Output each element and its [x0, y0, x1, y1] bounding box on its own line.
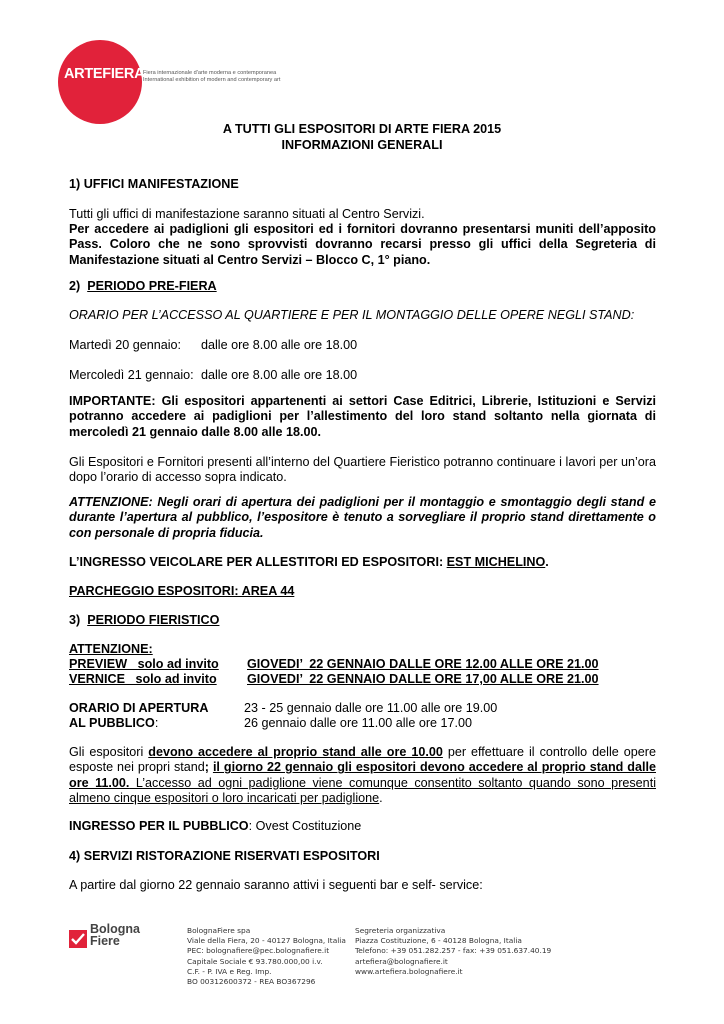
- section-2-heading: 2) PERIODO PRE-FIERA: [69, 279, 217, 293]
- section-3-title: PERIODO FIERISTICO: [87, 613, 220, 627]
- section-1-pass-text: Per accedere ai padiglioni gli espositori ed i fornitori dovranno presentarsi muniti dell’apposito Pass. Coloro che ne sono sprovvisti dovranno recarsi presso gli uffici della Segreteria di Manifestazione situati al Centro Servizi – Blocco C, 1° piano.: [69, 222, 656, 267]
- tagline-it: Fiera internazionale d'arte moderna e contemporanea: [143, 70, 277, 76]
- logo-text: ARTEFIERA: [64, 66, 145, 82]
- exhibitor-parking: PARCHEGGIO ESPOSITORI: AREA 44: [69, 584, 295, 598]
- vernice-label: VERNICE solo ad invito: [69, 672, 217, 686]
- vehicle-entrance-value: EST MICHELINO: [446, 555, 546, 569]
- section-3-heading: 3) PERIODO FIERISTICO: [69, 613, 220, 627]
- pre-fair-hours-heading: ORARIO PER L’ACCESSO AL QUARTIERE E PER IL MONTAGGIO DELLE OPERE NEGLI STAND:: [69, 308, 635, 322]
- page-subtitle: INFORMAZIONI GENERALI: [281, 138, 443, 152]
- section-2-title: PERIODO PRE-FIERA: [87, 279, 217, 293]
- section-1-heading: 1) UFFICI MANIFESTAZIONE: [69, 177, 239, 191]
- attention-note: ATTENZIONE: Negli orari di apertura dei padiglioni per il montaggio e smontaggio degli stand e durante l’apertura al pubblico, l’espositore è tenuto a sorvegliare il proprio stand direttamente o con personale di propria fiducia.: [69, 495, 656, 540]
- preview-value: GIOVEDI’ 22 GENNAIO DALLE ORE 12.00 ALLE ORE 21.00: [247, 657, 599, 671]
- attention-label: ATTENZIONE:: [69, 642, 153, 656]
- artefiera-logo: [58, 40, 145, 124]
- bolognafiere-logo-text: Bologna Fiere: [90, 922, 140, 948]
- opening-hours-2: 26 gennaio dalle ore 11.00 alle ore 17.00: [244, 716, 473, 730]
- opening-label-2: AL PUBBLICO:: [69, 716, 159, 730]
- day-1-label: Martedì 20 gennaio:: [69, 338, 182, 352]
- continue-note: Gli Espositori e Fornitori presenti all’interno del Quartiere Fieristico potranno continuare i lavori per un’ora dopo l’orario di accesso sopra indicato.: [69, 455, 656, 485]
- bolognafiere-logo-icon: [69, 930, 87, 948]
- day-2-hours: dalle ore 8.00 alle ore 18.00: [201, 368, 358, 382]
- day-1-hours: dalle ore 8.00 alle ore 18.00: [201, 338, 358, 352]
- opening-hours-1: 23 - 25 gennaio dalle ore 11.00 alle ore 19.00: [244, 701, 498, 715]
- check-mark-icon: [69, 930, 87, 948]
- section-1-text: Tutti gli uffici di manifestazione saranno situati al Centro Servizi.: [69, 207, 425, 221]
- exhibitor-access-note: Gli espositori devono accedere al proprio stand alle ore 10.00 per effettuare il controllo delle opere esposte nei propri stand; il giorno 22 gennaio gli espositori devono accedere al proprio stand dalle ore 11.00. L’accesso ad ogni padiglione viene comunque consentito soltanto quando sono presenti almeno cinque espositori o loro incaricati per padiglione.: [69, 745, 656, 806]
- public-entrance: INGRESSO PER IL PUBBLICO: Ovest Costituzione: [69, 819, 362, 833]
- opening-label-1: ORARIO DI APERTURA: [69, 701, 209, 715]
- page-title: A TUTTI GLI ESPOSITORI DI ARTE FIERA 2015: [222, 122, 502, 136]
- footer-secretariat: Segreteria organizzativa Piazza Costituzione, 6 - 40128 Bologna, Italia Telefono: +39 051.282.257 - fax: +39 051.637.40.19 artefiera@bolognafiere.it www.artefiera.bolognafiere.it: [355, 926, 552, 976]
- day-2-label: Mercoledì 21 gennaio:: [69, 368, 194, 382]
- preview-label: PREVIEW solo ad invito: [69, 657, 219, 671]
- footer-company: BolognaFiere spa Viale della Fiera, 20 - 40127 Bologna, Italia PEC: bolognafiere@pec.bolognafiere.it Capitale Sociale € 93.780.000,00 i.v. C.F. - P. IVA e Reg. Imp. BO 00312600372 - REA BO367296: [187, 926, 346, 987]
- section-4-heading: 4) SERVIZI RISTORAZIONE RISERVATI ESPOSITORI: [69, 849, 380, 863]
- section-4-text: A partire dal giorno 22 gennaio saranno attivi i seguenti bar e self- service:: [69, 878, 483, 892]
- tagline-en: International exhibition of modern and contemporary art: [143, 77, 281, 83]
- important-note: IMPORTANTE: Gli espositori appartenenti ai settori Case Editrici, Librerie, Istituzioni e Servizi potranno accedere ai padiglioni per l’allestimento del loro stand soltanto nella giornata di mercoledì 21 gennaio dalle 8.00 alle 18.00.: [69, 394, 656, 439]
- vehicle-entrance: L’INGRESSO VEICOLARE PER ALLESTITORI ED ESPOSITORI: EST MICHELINO.: [69, 555, 549, 569]
- vernice-value: GIOVEDI’ 22 GENNAIO DALLE ORE 17,00 ALLE ORE 21.00: [247, 672, 599, 686]
